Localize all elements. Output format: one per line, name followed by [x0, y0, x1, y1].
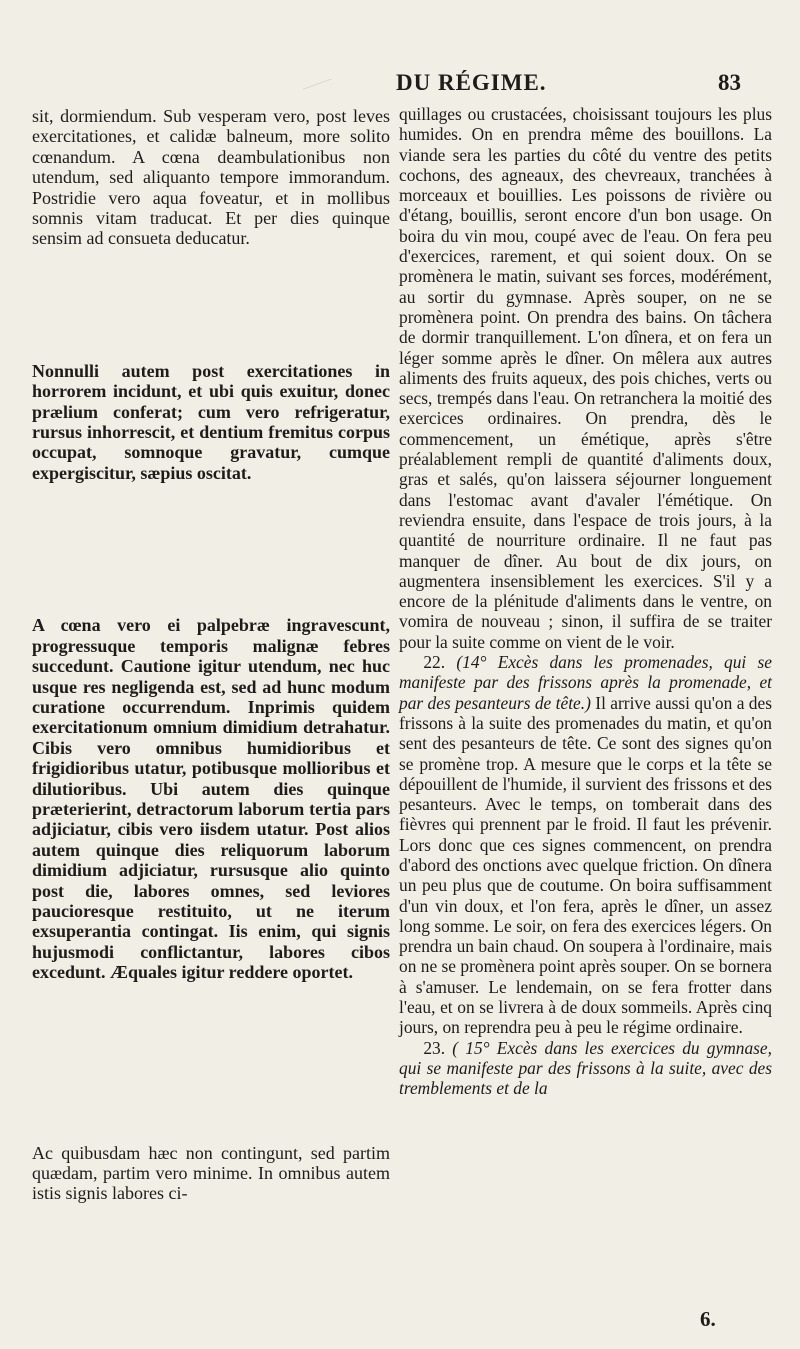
section-22-title: (14° Excès dans les promenades, qui se manifeste par des frissons après la promenade, et par des pesanteurs de tête.)	[399, 652, 772, 713]
latin-column	[32, 106, 390, 1204]
section-22-text: Il arrive aussi qu'on a des frissons à la suite des promenades du matin, et qu'on sent des pesanteurs de tête. Ce sont des signes qu'on se promène trop. A mesure que le corps et la tête se dépouillent de l'humide, il survient des frissons et des pesanteurs. Avec le temps, on tomberait dans des fièvres qui prennent par le froid. Il faut les prévenir. Lors donc que ces signes commencent, on prendra d'abord des onctions avec quelque friction. On dînera un peu plus que de coutume. On boira suffisamment d'un vin doux, et l'on fera, après le dîner, un assez long somme. Le soir, on fera des exercices légers. On prendra un bain chaud. On soupera à l'ordinaire, mais on ne se promènera point après souper. On se bornera à s'amuser. Le lendemain, on se fera frotter dans l'eau, et on se livrera à de doux sommeils. Après cinq jours, on reprendra peu à peu le régime ordinaire.	[399, 692, 772, 1038]
spacer	[32, 483, 390, 615]
french-paragraph-1: quillages ou crustacées, choisissant toujours les plus humides. On en prendra même des bouillons. La viande sera les parties du côté du ventre des petits cochons, des agneaux, des chevreaux, tranchées à morceaux et bouillies. Les poissons de rivière ou d'étang, bouillis, seront encore d'un bon usage. On boira du vin mou, coupé avec de l'eau. On fera peu d'exercices, rarement, et qui soient doux. On se promènera le matin, suivant ses forces, modérément, au sortir du gymnase. Après souper, on ne se promènera point. On prendra des bains. On tâchera de dormir tranquillement. L'on dînera, et on fera un léger somme après le dîner. On mêlera aux autres aliments des fruits aqueux, des pois chiches, verts ou secs, trempés dans l'eau. On retranchera la moitié des exercices ordinaires. On prendra, dès le commencement, un émétique, après s'être préalablement rempli de quantité d'aliments doux, gras et salés, qu'on laissera séjourner longuement dans l'estomac avant d'avaler l'émétique. On reviendra ensuite, dans l'espace de trois jours, à la quantité de nourriture ordinaire. Il ne faut pas manquer de dîner. Au bout de dix jours, on augmentera insensiblement les exercices. S'il y a encore de la plénitude d'aliments dans le ventre, on vomira de nouveau ; sinon, il suffira de se traiter pour la suite comme on vient de le voir.	[399, 104, 772, 652]
spacer	[32, 249, 390, 361]
signature-mark: 6.	[700, 1307, 716, 1331]
section-23	[399, 1038, 772, 1099]
page-number: 83	[718, 70, 741, 95]
section-22	[399, 652, 772, 1038]
latin-paragraph-4: Ac quibusdam hæc non contingunt, sed partim quædam, partim vero minime. In omnibus autem istis signis labores ci-	[32, 1142, 390, 1204]
section-23-title: ( 15° Excès dans les exercices du gymnase, qui se manifeste par des frissons à la suite, avec des tremblements et de la	[399, 1037, 772, 1099]
latin-paragraph-1: sit, dormiendum. Sub vesperam vero, post leves exercitationes, et calidæ balneum, more solito cœnandum. A cœna deambulationibus non utendum, sed aliquanto tempore immorandum. Postridie vero aqua foveatur, et in mollibus somnis vitam traducat. Et per dies quinque sensim ad consueta deducatur.	[32, 106, 390, 249]
section-22-number: 22.	[423, 652, 446, 673]
section-23-number: 23.	[423, 1037, 446, 1058]
latin-paragraph-2: Nonnulli autem post exercitationes in horrorem incidunt, et ubi quis exuitur, donec prælium conferat; cum vero refrigeratur, rursus inhorrescit, et dentium fremitus corpus occupat, somnoque gravatur, cumque expergiscitur, sæpius oscitat.	[32, 360, 390, 483]
french-column	[399, 104, 772, 1099]
paper-mark	[298, 65, 331, 89]
running-title: DU RÉGIME.	[396, 70, 547, 95]
running-header	[0, 70, 800, 102]
spacer	[32, 983, 390, 1143]
latin-paragraph-3: A cœna vero ei palpebræ ingravescunt, progressuque temporis malignæ febres succedunt. Cautione igitur utendum, nec huc usque res negligenda est, sed ad hunc modum curatione occurrendum. Inprimis quidem exercitationum omnium dimidium detrahatur. Cibis vero omnibus humidioribus et frigidioribus utatur, potibusque mollioribus et dilutioribus. Ubi autem dies quinque præterierint, detractorum laborum tertia pars adjiciatur, cibis vero iisdem utatur. Post alios autem quinque dies reliquorum laborum dimidium adjiciatur, rursusque alio quinto post die, labores omnes, sed leviores paucioresque restituito, ut ne iterum exsuperantia contingat. Iis enim, qui signis hujusmodi conflictantur, labores cibos excedunt. Æquales igitur reddere oportet.	[32, 615, 390, 983]
